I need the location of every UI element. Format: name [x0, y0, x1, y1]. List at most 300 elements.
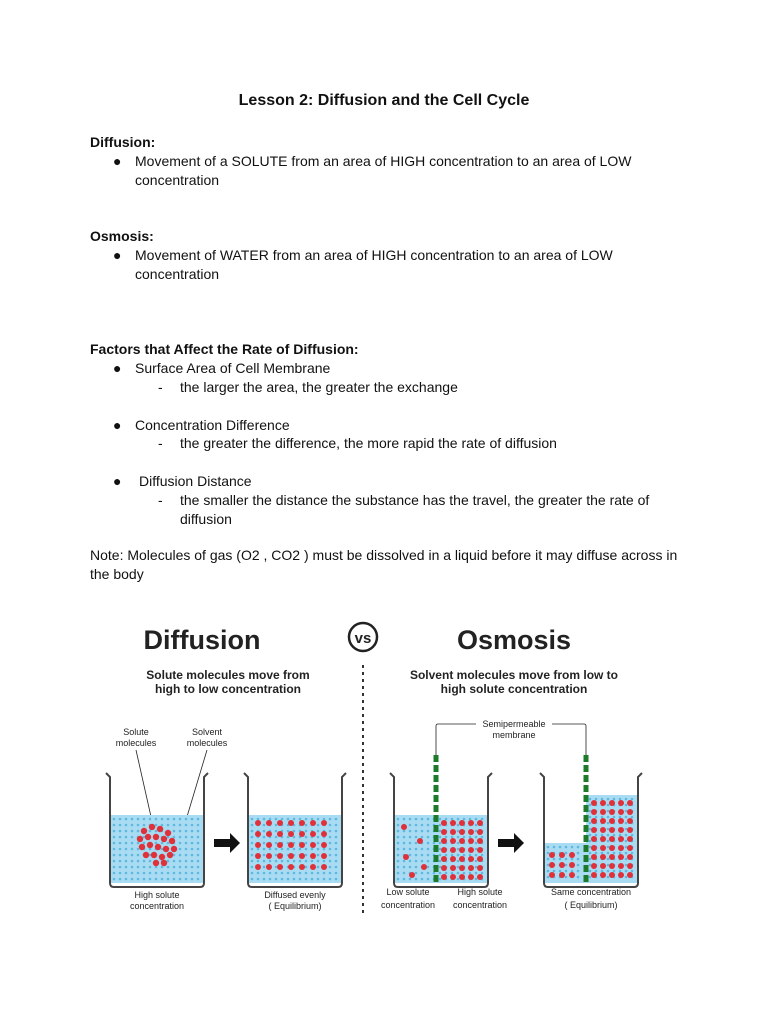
solute-molecule — [277, 820, 283, 826]
solute-molecule — [609, 809, 615, 815]
solvent-molecule — [179, 860, 182, 863]
solvent-molecule — [263, 842, 266, 845]
solute-molecule — [277, 853, 283, 859]
diffusion-definition: Movement of a SOLUTE from an area of HIGH concentration to an area of LOW concentration — [135, 153, 632, 188]
dash-marker: - — [158, 492, 163, 508]
solvent-molecule — [439, 830, 442, 833]
solvent-molecule — [397, 818, 400, 821]
solvent-molecule — [167, 872, 170, 875]
solvent-molecule — [185, 866, 188, 869]
solvent-molecule — [155, 842, 158, 845]
solute-molecule — [618, 827, 624, 833]
solute-molecule — [417, 838, 423, 844]
solute-molecule — [591, 836, 597, 842]
solvent-molecule — [607, 852, 610, 855]
solvent-molecule — [475, 818, 478, 821]
solvent-molecule — [475, 848, 478, 851]
solvent-molecule — [469, 872, 472, 875]
solvent-molecule — [409, 824, 412, 827]
solute-molecule — [627, 872, 633, 878]
solvent-molecule — [409, 854, 412, 857]
solute-molecule — [627, 854, 633, 860]
solvent-molecule — [469, 836, 472, 839]
solvent-molecule — [305, 842, 308, 845]
solute-molecule — [609, 854, 615, 860]
solvent-molecule — [275, 872, 278, 875]
solvent-molecule — [185, 842, 188, 845]
solvent-molecule — [167, 860, 170, 863]
solvent-molecule — [547, 858, 550, 861]
solvent-molecule — [257, 878, 260, 881]
solvent-molecule — [625, 834, 628, 837]
solvent-molecule — [601, 798, 604, 801]
solvent-molecule — [191, 824, 194, 827]
solvent-molecule — [427, 818, 430, 821]
caption-low-solute-2: concentration — [380, 900, 436, 910]
solvent-molecule — [613, 834, 616, 837]
solvent-molecule — [149, 818, 152, 821]
solvent-molecule — [625, 798, 628, 801]
solvent-molecule — [287, 818, 290, 821]
solvent-molecule — [415, 818, 418, 821]
solvent-molecule — [427, 872, 430, 875]
solvent-molecule — [311, 872, 314, 875]
solvent-molecule — [619, 852, 622, 855]
solvent-molecule — [317, 878, 320, 881]
solute-molecule — [618, 863, 624, 869]
solvent-molecule — [589, 858, 592, 861]
solvent-molecule — [125, 842, 128, 845]
solvent-molecule — [287, 872, 290, 875]
solvent-molecule — [137, 818, 140, 821]
solvent-molecule — [197, 878, 200, 881]
solvent-molecule — [185, 848, 188, 851]
solvent-label-line1: Solvent — [191, 727, 223, 737]
solute-molecule — [277, 842, 283, 848]
solvent-molecule — [197, 854, 200, 857]
solvent-molecule — [251, 878, 254, 881]
solvent-molecule — [299, 878, 302, 881]
solvent-molecule — [113, 824, 116, 827]
solvent-molecule — [631, 870, 634, 873]
solvent-molecule — [457, 830, 460, 833]
solute-molecule — [591, 845, 597, 851]
solvent-molecule — [323, 848, 326, 851]
solute-molecule — [450, 820, 456, 826]
solvent-molecule — [469, 818, 472, 821]
solvent-molecule — [631, 816, 634, 819]
solvent-molecule — [475, 854, 478, 857]
solvent-molecule — [601, 834, 604, 837]
solvent-molecule — [257, 872, 260, 875]
solvent-molecule — [131, 878, 134, 881]
solvent-molecule — [457, 836, 460, 839]
solute-molecule — [618, 809, 624, 815]
solvent-molecule — [263, 818, 266, 821]
solute-molecule — [600, 872, 606, 878]
solvent-molecule — [197, 830, 200, 833]
solvent-molecule — [415, 836, 418, 839]
solute-molecule — [627, 818, 633, 824]
solute-molecule — [151, 852, 157, 858]
solvent-molecule — [149, 872, 152, 875]
solvent-molecule — [131, 842, 134, 845]
solvent-molecule — [607, 804, 610, 807]
solvent-molecule — [625, 840, 628, 843]
solvent-molecule — [329, 818, 332, 821]
solvent-molecule — [113, 830, 116, 833]
solute-molecule — [450, 856, 456, 862]
solvent-molecule — [595, 852, 598, 855]
solvent-molecule — [293, 872, 296, 875]
solute-molecule — [401, 824, 407, 830]
solvent-molecule — [589, 822, 592, 825]
solvent-molecule — [619, 816, 622, 819]
solute-molecule — [153, 860, 159, 866]
solvent-molecule — [409, 818, 412, 821]
solvent-molecule — [475, 830, 478, 833]
solvent-molecule — [451, 854, 454, 857]
solvent-molecule — [559, 870, 562, 873]
solvent-molecule — [275, 836, 278, 839]
solute-molecule — [266, 842, 272, 848]
solvent-molecule — [251, 818, 254, 821]
solvent-molecule — [143, 842, 146, 845]
solvent-molecule — [197, 842, 200, 845]
solvent-molecule — [257, 860, 260, 863]
caption-low-solute-1: Low solute — [386, 887, 430, 897]
solute-molecule — [627, 863, 633, 869]
solvent-molecule — [335, 860, 338, 863]
solvent-molecule — [565, 858, 568, 861]
osmosis-subtitle-line1: Solvent molecules move from low to — [409, 668, 619, 682]
solute-molecule — [600, 818, 606, 824]
solvent-molecule — [263, 860, 266, 863]
solvent-molecule — [263, 824, 266, 827]
solvent-molecule — [625, 846, 628, 849]
solvent-molecule — [625, 870, 628, 873]
solvent-molecule — [185, 878, 188, 881]
solvent-molecule — [125, 848, 128, 851]
solvent-molecule — [263, 848, 266, 851]
solute-molecule — [299, 831, 305, 837]
solvent-molecule — [481, 854, 484, 857]
solute-molecule — [288, 820, 294, 826]
solvent-molecule — [625, 816, 628, 819]
solvent-molecule — [269, 872, 272, 875]
solute-molecule — [627, 845, 633, 851]
solute-molecule — [549, 852, 555, 858]
solvent-molecule — [607, 858, 610, 861]
solute-molecule — [591, 854, 597, 860]
solute-molecule — [618, 800, 624, 806]
caption-diffused-1: Diffused evenly — [264, 890, 326, 900]
solvent-molecule — [179, 824, 182, 827]
solute-molecule — [459, 838, 465, 844]
solvent-molecule — [191, 872, 194, 875]
solvent-molecule — [263, 866, 266, 869]
solute-molecule — [149, 824, 155, 830]
solute-molecule — [143, 852, 149, 858]
solute-molecule — [549, 862, 555, 868]
solvent-molecule — [173, 872, 176, 875]
solvent-molecule — [397, 848, 400, 851]
solvent-molecule — [433, 842, 436, 845]
solvent-molecule — [577, 864, 580, 867]
solute-molecule — [459, 829, 465, 835]
solvent-molecule — [475, 878, 478, 881]
solute-molecule — [459, 865, 465, 871]
solute-molecule — [618, 872, 624, 878]
solvent-molecule — [397, 866, 400, 869]
solute-molecule — [627, 800, 633, 806]
solute-molecule — [609, 863, 615, 869]
solvent-molecule — [613, 798, 616, 801]
solvent-molecule — [137, 860, 140, 863]
solvent-molecule — [335, 842, 338, 845]
solvent-molecule — [421, 830, 424, 833]
solute-molecule — [171, 846, 177, 852]
solvent-molecule — [409, 842, 412, 845]
solvent-molecule — [167, 818, 170, 821]
solvent-molecule — [143, 866, 146, 869]
bullet-marker: ● — [113, 417, 122, 433]
solvent-molecule — [185, 824, 188, 827]
solvent-molecule — [631, 798, 634, 801]
solvent-molecule — [335, 878, 338, 881]
solvent-molecule — [125, 830, 128, 833]
solute-molecule — [450, 847, 456, 853]
solvent-molecule — [601, 870, 604, 873]
solvent-molecule — [143, 872, 146, 875]
solvent-molecule — [125, 818, 128, 821]
solvent-molecule — [149, 830, 152, 833]
solute-molecule — [468, 847, 474, 853]
solute-molecule — [559, 852, 565, 858]
solvent-molecule — [257, 818, 260, 821]
solvent-molecule — [323, 878, 326, 881]
solvent-molecule — [421, 878, 424, 881]
solute-molecule — [299, 842, 305, 848]
solvent-molecule — [335, 848, 338, 851]
osmosis-subtitle-line2: high solute concentration — [440, 682, 588, 696]
solute-molecule — [618, 845, 624, 851]
solvent-molecule — [427, 878, 430, 881]
solvent-molecule — [263, 854, 266, 857]
solvent-molecule — [131, 848, 134, 851]
solvent-molecule — [403, 842, 406, 845]
solvent-molecule — [161, 878, 164, 881]
solvent-molecule — [589, 876, 592, 879]
solute-molecule — [310, 842, 316, 848]
solvent-molecule — [191, 878, 194, 881]
solvent-molecule — [403, 878, 406, 881]
solvent-molecule — [119, 830, 122, 833]
solvent-molecule — [257, 848, 260, 851]
solvent-molecule — [275, 830, 278, 833]
solvent-molecule — [619, 870, 622, 873]
solvent-molecule — [197, 872, 200, 875]
solvent-molecule — [323, 872, 326, 875]
solvent-molecule — [137, 878, 140, 881]
solvent-molecule — [547, 852, 550, 855]
solvent-molecule — [317, 854, 320, 857]
solvent-molecule — [439, 848, 442, 851]
caption-diffused-2: ( Equilibrium) — [268, 901, 322, 911]
solute-molecule — [310, 831, 316, 837]
solvent-molecule — [293, 860, 296, 863]
solvent-molecule — [589, 810, 592, 813]
solvent-molecule — [589, 852, 592, 855]
solvent-molecule — [197, 866, 200, 869]
solvent-molecule — [287, 878, 290, 881]
solvent-molecule — [403, 848, 406, 851]
solvent-molecule — [607, 828, 610, 831]
solvent-molecule — [481, 818, 484, 821]
solvent-molecule — [251, 830, 254, 833]
solute-molecule — [421, 864, 427, 870]
solvent-molecule — [457, 848, 460, 851]
solvent-molecule — [457, 824, 460, 827]
solvent-molecule — [329, 848, 332, 851]
solvent-molecule — [421, 848, 424, 851]
solvent-molecule — [173, 830, 176, 833]
solvent-molecule — [403, 860, 406, 863]
solvent-molecule — [335, 866, 338, 869]
solvent-molecule — [167, 866, 170, 869]
diffusion-subtitle-line2: high to low concentration — [155, 682, 301, 696]
solvent-molecule — [335, 836, 338, 839]
solvent-molecule — [475, 836, 478, 839]
solvent-molecule — [607, 870, 610, 873]
solute-label-line2: molecules — [115, 738, 157, 748]
solvent-molecule — [547, 846, 550, 849]
solute-molecule — [627, 827, 633, 833]
solute-molecule — [569, 852, 575, 858]
solvent-molecule — [113, 836, 116, 839]
solute-molecule — [153, 834, 159, 840]
solute-molecule — [310, 864, 316, 870]
solvent-molecule — [577, 876, 580, 879]
solvent-molecule — [601, 852, 604, 855]
solvent-molecule — [197, 848, 200, 851]
solvent-molecule — [439, 824, 442, 827]
solvent-molecule — [469, 854, 472, 857]
solute-molecule — [591, 809, 597, 815]
solvent-molecule — [565, 876, 568, 879]
solvent-molecule — [415, 848, 418, 851]
solvent-molecule — [317, 836, 320, 839]
solute-molecule — [559, 862, 565, 868]
solute-molecule — [159, 854, 165, 860]
solvent-molecule — [191, 830, 194, 833]
solvent-molecule — [137, 872, 140, 875]
solvent-molecule — [191, 854, 194, 857]
solvent-molecule — [281, 818, 284, 821]
solute-molecule — [321, 842, 327, 848]
solvent-molecule — [197, 824, 200, 827]
solvent-molecule — [305, 854, 308, 857]
solvent-molecule — [119, 878, 122, 881]
solute-molecule — [450, 829, 456, 835]
solvent-molecule — [305, 866, 308, 869]
solvent-molecule — [275, 818, 278, 821]
solvent-molecule — [547, 876, 550, 879]
bullet-marker: ● — [113, 360, 122, 376]
factor-detail-text: the smaller the distance the substance has the travel, the greater the rate of diffusion — [180, 492, 650, 527]
solvent-molecule — [607, 822, 610, 825]
solvent-molecule — [607, 810, 610, 813]
solvent-molecule — [317, 842, 320, 845]
solvent-molecule — [269, 878, 272, 881]
solvent-molecule — [185, 854, 188, 857]
solvent-molecule — [191, 848, 194, 851]
solute-molecule — [450, 838, 456, 844]
solvent-molecule — [421, 818, 424, 821]
solvent-molecule — [397, 830, 400, 833]
solvent-molecule — [329, 836, 332, 839]
solvent-molecule — [131, 854, 134, 857]
solvent-molecule — [397, 842, 400, 845]
solvent-molecule — [275, 866, 278, 869]
solvent-molecule — [275, 860, 278, 863]
solvent-molecule — [179, 818, 182, 821]
solvent-molecule — [475, 842, 478, 845]
solvent-molecule — [197, 860, 200, 863]
solute-molecule — [441, 874, 447, 880]
solvent-molecule — [427, 854, 430, 857]
solvent-molecule — [323, 818, 326, 821]
solvent-molecule — [445, 854, 448, 857]
solvent-molecule — [439, 818, 442, 821]
solvent-molecule — [131, 830, 134, 833]
solvent-molecule — [173, 878, 176, 881]
solvent-molecule — [481, 836, 484, 839]
solvent-molecule — [113, 872, 116, 875]
solvent-molecule — [397, 836, 400, 839]
solvent-molecule — [317, 818, 320, 821]
solvent-molecule — [457, 872, 460, 875]
solvent-molecule — [113, 860, 116, 863]
solvent-molecule — [185, 860, 188, 863]
solvent-molecule — [251, 836, 254, 839]
caption-same-conc-1: Same concentration — [550, 887, 632, 897]
solvent-molecule — [553, 870, 556, 873]
solute-molecule — [569, 862, 575, 868]
solvent-molecule — [619, 834, 622, 837]
solute-label-line1: Solute — [123, 727, 149, 737]
bullet-marker: ● — [113, 153, 122, 169]
solute-molecule — [299, 864, 305, 870]
solvent-molecule — [397, 872, 400, 875]
solvent-molecule — [179, 842, 182, 845]
solvent-molecule — [625, 804, 628, 807]
solvent-molecule — [409, 878, 412, 881]
solvent-molecule — [475, 824, 478, 827]
solvent-molecule — [335, 872, 338, 875]
diffusion-subtitle-line1: Solute molecules move from — [146, 668, 310, 682]
solute-molecule — [468, 856, 474, 862]
solvent-molecule — [335, 854, 338, 857]
solvent-molecule — [329, 866, 332, 869]
solvent-molecule — [305, 860, 308, 863]
solute-molecule — [609, 872, 615, 878]
solvent-molecule — [445, 836, 448, 839]
diffusion-title: Diffusion — [143, 625, 261, 655]
solvent-molecule — [119, 872, 122, 875]
solvent-molecule — [131, 872, 134, 875]
solvent-molecule — [607, 834, 610, 837]
